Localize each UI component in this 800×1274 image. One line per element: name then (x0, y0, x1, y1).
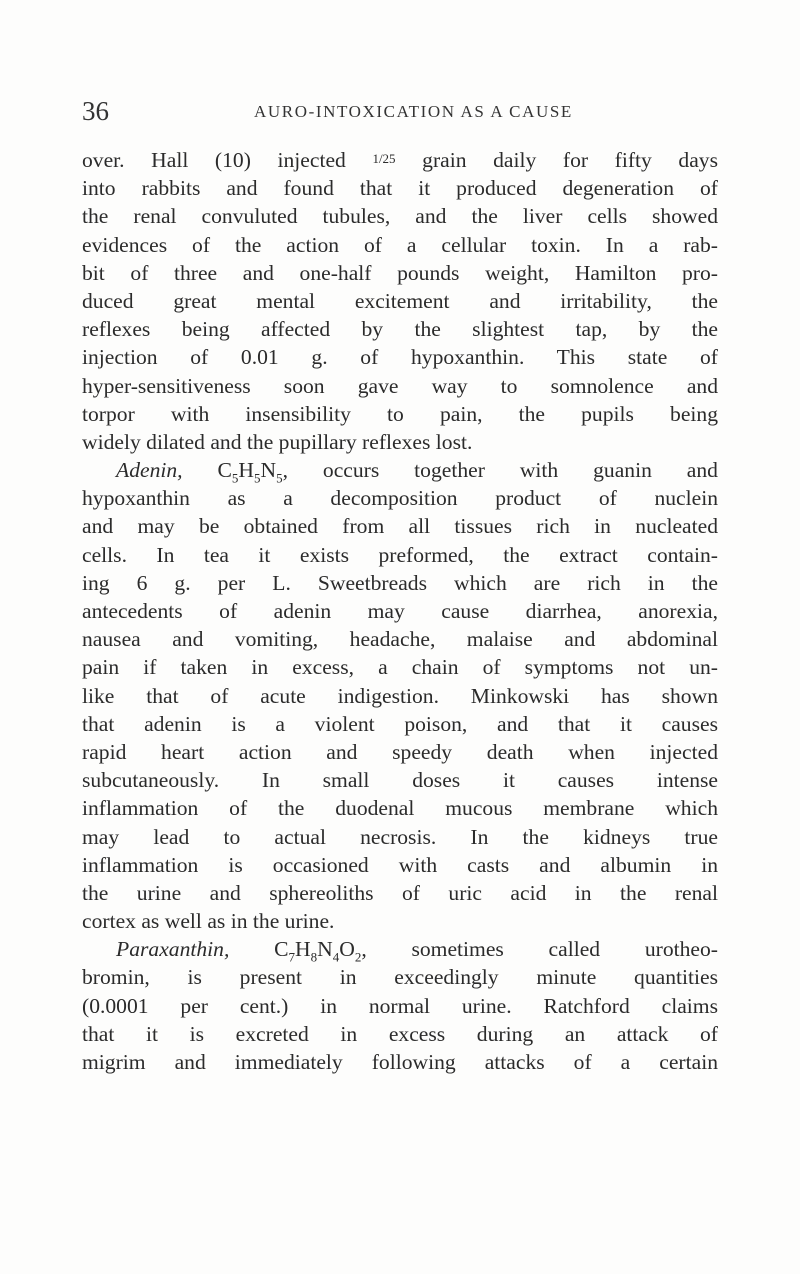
text-line: duced great mental excitement and irritability, the (82, 288, 718, 313)
text-line: inflammation of the duodenal mucous membrane which (82, 796, 718, 821)
text-line: bit of three and one-half pounds weight, Hamilton pro- (82, 260, 718, 285)
text-line: and may be obtained from all tissues rich in nucleated (82, 514, 718, 539)
text-line: (0.0001 per cent.) in normal urine. Ratchford claims (82, 993, 718, 1018)
text-line: Adenin, $C_5H_5N_5$, occurs together with guanin and (116, 458, 718, 486)
formula-adenin: $C_5H_5N_5$ (217, 458, 283, 486)
text-line: ing 6 g. per L. Sweetbreads which are rich in the (82, 570, 718, 595)
text-line: may lead to actual necrosis. In the kidneys true (82, 824, 718, 849)
text-line: into rabbits and found that it produced degeneration of (82, 176, 718, 201)
text-line: inflammation is occasioned with casts and albumin in (82, 852, 718, 877)
formula-paraxanthin: $C_7H_8N_4O_2$ (274, 937, 362, 965)
text-line: Paraxanthin, $C_7H_8N_4O_2$, sometimes called urotheo- (116, 937, 718, 965)
text-line: that adenin is a violent poison, and that it causes (82, 711, 718, 736)
text-line: the renal convuluted tubules, and the liver cells showed (82, 204, 718, 229)
text-line: cortex as well as in the urine. (82, 909, 335, 934)
page-number: 36 (82, 96, 109, 126)
text-line: torpor with insensibility to pain, the pupils being (82, 401, 718, 426)
text-line: pain if taken in excess, a chain of symptoms not un- (82, 655, 718, 680)
text-line: cells. In tea it exists preformed, the extract contain- (82, 542, 718, 567)
text-line: antecedents of adenin may cause diarrhea, anorexia, (82, 599, 718, 623)
text-line: injection of 0.01 g. of hypoxanthin. This state of (82, 345, 718, 370)
fraction: 1/25 (372, 151, 396, 166)
text-line: the urine and sphereoliths of uric acid in the renal (82, 880, 718, 905)
term-paraxanthin: Paraxanthin, (116, 937, 230, 962)
text-line: reflexes being affected by the slightest tap, by the (82, 317, 718, 342)
text-line: hypoxanthin as a decomposition product of nuclein (82, 486, 718, 511)
text-line: over. Hall (10) injected 1/25 grain daily for fifty days (82, 148, 718, 172)
running-head: AURO-INTOXICATION AS A CAUSE (254, 102, 573, 121)
text-line: hyper-sensitiveness soon gave way to somnolence and (82, 373, 718, 398)
text-line: migrim and immediately following attacks of a certain (82, 1050, 718, 1074)
text-line: rapid heart action and speedy death when injected (82, 739, 718, 764)
term-adenin: Adenin, (116, 458, 183, 483)
text-line: that it is excreted in excess during an attack of (82, 1021, 718, 1046)
text-line: subcutaneously. In small doses it causes intense (82, 768, 718, 793)
text-line: widely dilated and the pupillary reflexes lost. (82, 429, 473, 454)
text-line: bromin, is present in exceedingly minute quantities (82, 965, 718, 990)
text-line: nausea and vomiting, headache, malaise and abdominal (82, 627, 718, 652)
text-line: evidences of the action of a cellular toxin. In a rab- (82, 232, 718, 257)
text-line: like that of acute indigestion. Minkowski has shown (82, 683, 718, 708)
body-text (82, 146, 718, 1076)
page-header (82, 96, 718, 126)
